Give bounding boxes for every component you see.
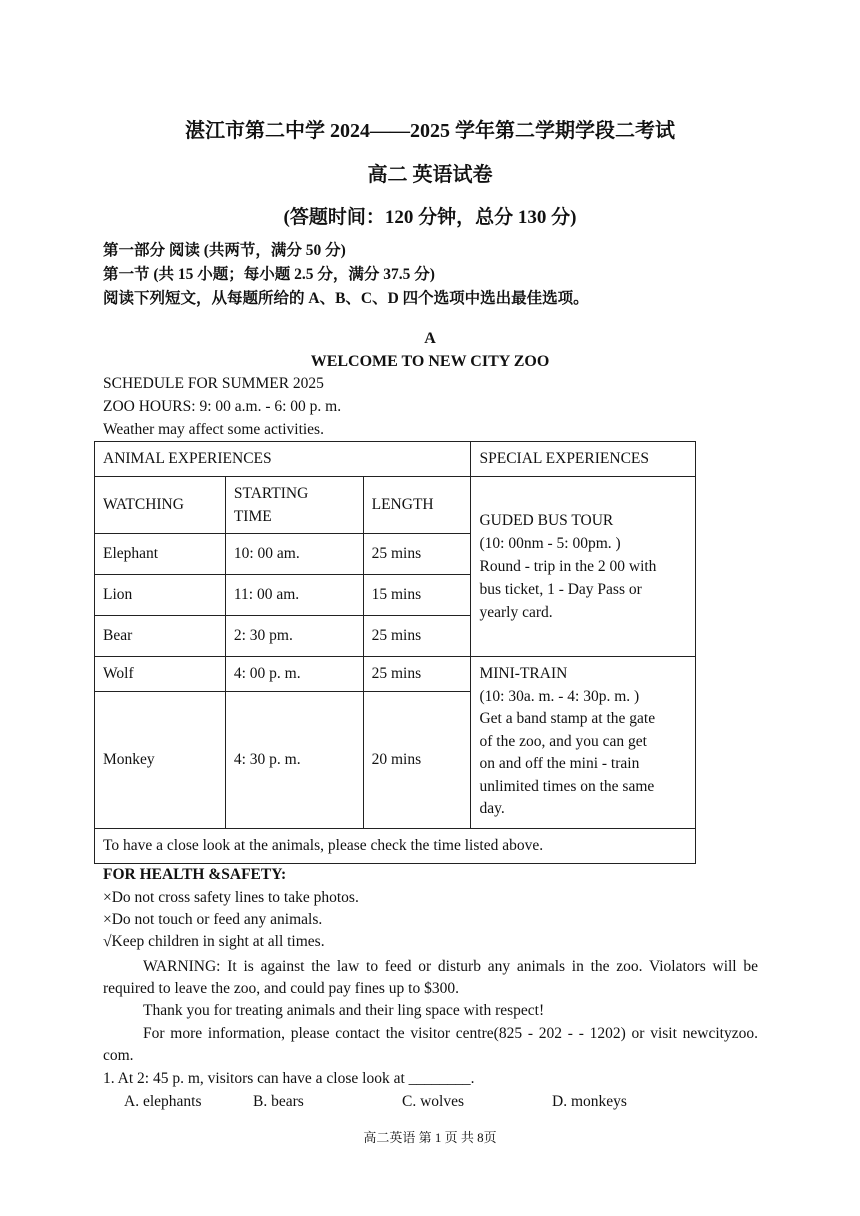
exam-time-note: (答题时间：120 分钟，总分 130 分) [283,207,577,228]
option-c: C. wolves [402,1093,464,1110]
animal-cell: Bear [95,616,226,657]
time-cell: 11: 00 am. [225,575,363,616]
mini-train-line: unlimited times on the same [479,777,655,795]
safety-rule: ×Do not cross safety lines to take photos. [103,889,359,906]
safety-rule: ×Do not touch or feed any animals. [103,911,323,928]
mini-train-line: Get a band stamp at the gate [479,710,656,727]
passage-title: WELCOME TO NEW CITY ZOO [310,353,550,370]
bus-tour-line: bus ticket, 1 - Day Pass or [479,581,642,598]
question-stem: 1. At 2: 45 p. m, visitors can have a close look at ________. [103,1070,475,1087]
option-d: D. monkeys [552,1093,627,1110]
length-cell: 25 mins [363,534,471,575]
table-footer-row [95,829,696,864]
length-cell: 20 mins [363,692,471,829]
time-cell: 4: 30 p. m. [225,692,363,829]
starting-time-line1: STARTING [233,485,309,502]
table-header-row [95,442,696,477]
time-cell: 4: 00 p. m. [225,657,363,692]
time-cell: 2: 30 pm. [225,616,363,657]
mini-train-line: MINI-TRAIN [479,665,568,682]
mini-train-line: day. [479,800,505,817]
animal-experiences-header: ANIMAL EXPERIENCES [95,442,471,477]
animal-cell: Wolf [95,657,226,692]
safety-heading: FOR HEALTH &SAFETY: [103,866,287,883]
direction-instruction: 阅读下列短文，从每题所给的 A、B、C、D 四个选项中选出最佳选项。 [103,290,589,307]
special-experiences-header: SPECIAL EXPERIENCES [471,442,696,477]
schedule-line: SCHEDULE FOR SUMMER 2025 [103,375,324,392]
length-header: LENGTH [363,477,471,534]
animal-cell: Monkey [95,692,226,829]
bus-tour-cell [471,477,696,657]
table-row [95,657,696,692]
starting-time-header [225,477,363,534]
thanks-paragraph: Thank you for treating animals and their ling space with respect! [143,1002,545,1019]
safety-rule: √Keep children in sight at all times. [103,933,325,950]
length-cell: 25 mins [363,657,471,692]
passage-letter: A [424,330,436,347]
mini-train-cell [471,657,696,829]
length-cell: 15 mins [363,575,471,616]
zoo-schedule-table [94,441,696,864]
table-column-row [95,477,696,534]
animal-cell: Elephant [95,534,226,575]
table-footer-note: To have a close look at the animals, please check the time listed above. [95,829,696,864]
bus-tour-line: Round - trip in the 2 00 with [479,558,657,575]
length-cell: 25 mins [363,616,471,657]
time-cell: 10: 00 am. [225,534,363,575]
option-a: A. elephants [124,1093,202,1110]
mini-train-line: of the zoo, and you can get [479,732,647,750]
bus-tour-line: yearly card. [479,604,553,621]
section-instruction: 第一节 (共 15 小题；每小题 2.5 分，满分 37.5 分) [103,266,435,283]
option-b: B. bears [253,1093,304,1110]
mini-train-line: (10: 30a. m. - 4: 30p. m. ) [479,687,640,705]
weather-line: Weather may affect some activities. [103,421,324,438]
exam-subtitle: 高二 英语试卷 [367,164,493,186]
exam-title: 湛江市第二中学 2024——2025 学年第二学期学段二考试 [185,120,675,142]
warning-paragraph: WARNING: It is against the law to feed or disturb any animals in the zoo. Violators will be required to leave the zoo, and could pay fines up to $300. [103,958,758,997]
zoo-hours-line: ZOO HOURS: 9: 00 a.m. - 6: 00 p. m. [103,398,342,415]
part-instruction: 第一部分 阅读 (共两节，满分 50 分) [103,242,346,259]
mini-train-line: on and off the mini - train [479,755,640,772]
bus-tour-line: (10: 00nm - 5: 00pm. ) [479,535,621,552]
bus-tour-line: GUDED BUS TOUR [479,512,614,529]
starting-time-line2: TIME [233,508,272,525]
animal-cell: Lion [95,575,226,616]
page-footer: 高二英语 第 1 页 共 8页 [363,1130,497,1145]
watching-header: WATCHING [95,477,226,534]
contact-paragraph: For more information, please contact the visitor centre(825 - 202 - - 1202) or visit newcityzoo. com. [103,1025,758,1064]
